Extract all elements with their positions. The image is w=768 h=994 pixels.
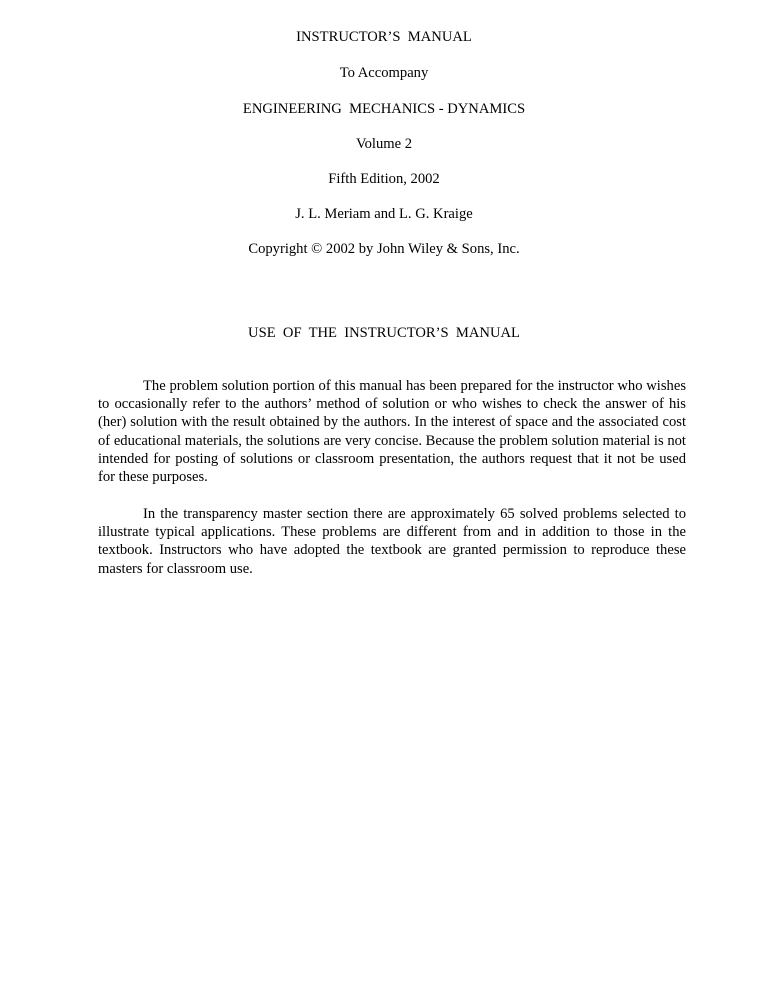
accompany-line: To Accompany (339, 65, 429, 81)
paragraph-solutions: The problem solution portion of this manual has been prepared for the instructor who wishes to occasionally refer to the authors’ method of solution or who wishes to check the answer of his (her) solution with the result obtained by the authors. In the interest of space and the associated cost of educational materials, the solutions are very concise. Because the problem solution material is not intended for posting of solutions or classroom presentation, the authors request that it not be used for these purposes. (98, 378, 686, 486)
authors-line: J. L. Meriam and L. G. Kraige (295, 206, 473, 222)
paragraph-transparency: In the transparency master section there are approximately 65 solved problems selected to illustrate typical applications. These problems are different from and in addition to those in the textbook. Instructors who have adopted the textbook are granted permission to reproduce these masters for classroom use. (98, 506, 686, 577)
section-heading: USE OF THE INSTRUCTOR’S MANUAL (248, 325, 520, 341)
manual-title: INSTRUCTOR’S MANUAL (296, 29, 472, 45)
book-title: ENGINEERING MECHANICS - DYNAMICS (242, 101, 526, 117)
edition-line: Fifth Edition, 2002 (328, 171, 440, 187)
copyright-line: Copyright © 2002 by John Wiley & Sons, Inc. (248, 241, 520, 257)
volume-line: Volume 2 (355, 136, 413, 152)
